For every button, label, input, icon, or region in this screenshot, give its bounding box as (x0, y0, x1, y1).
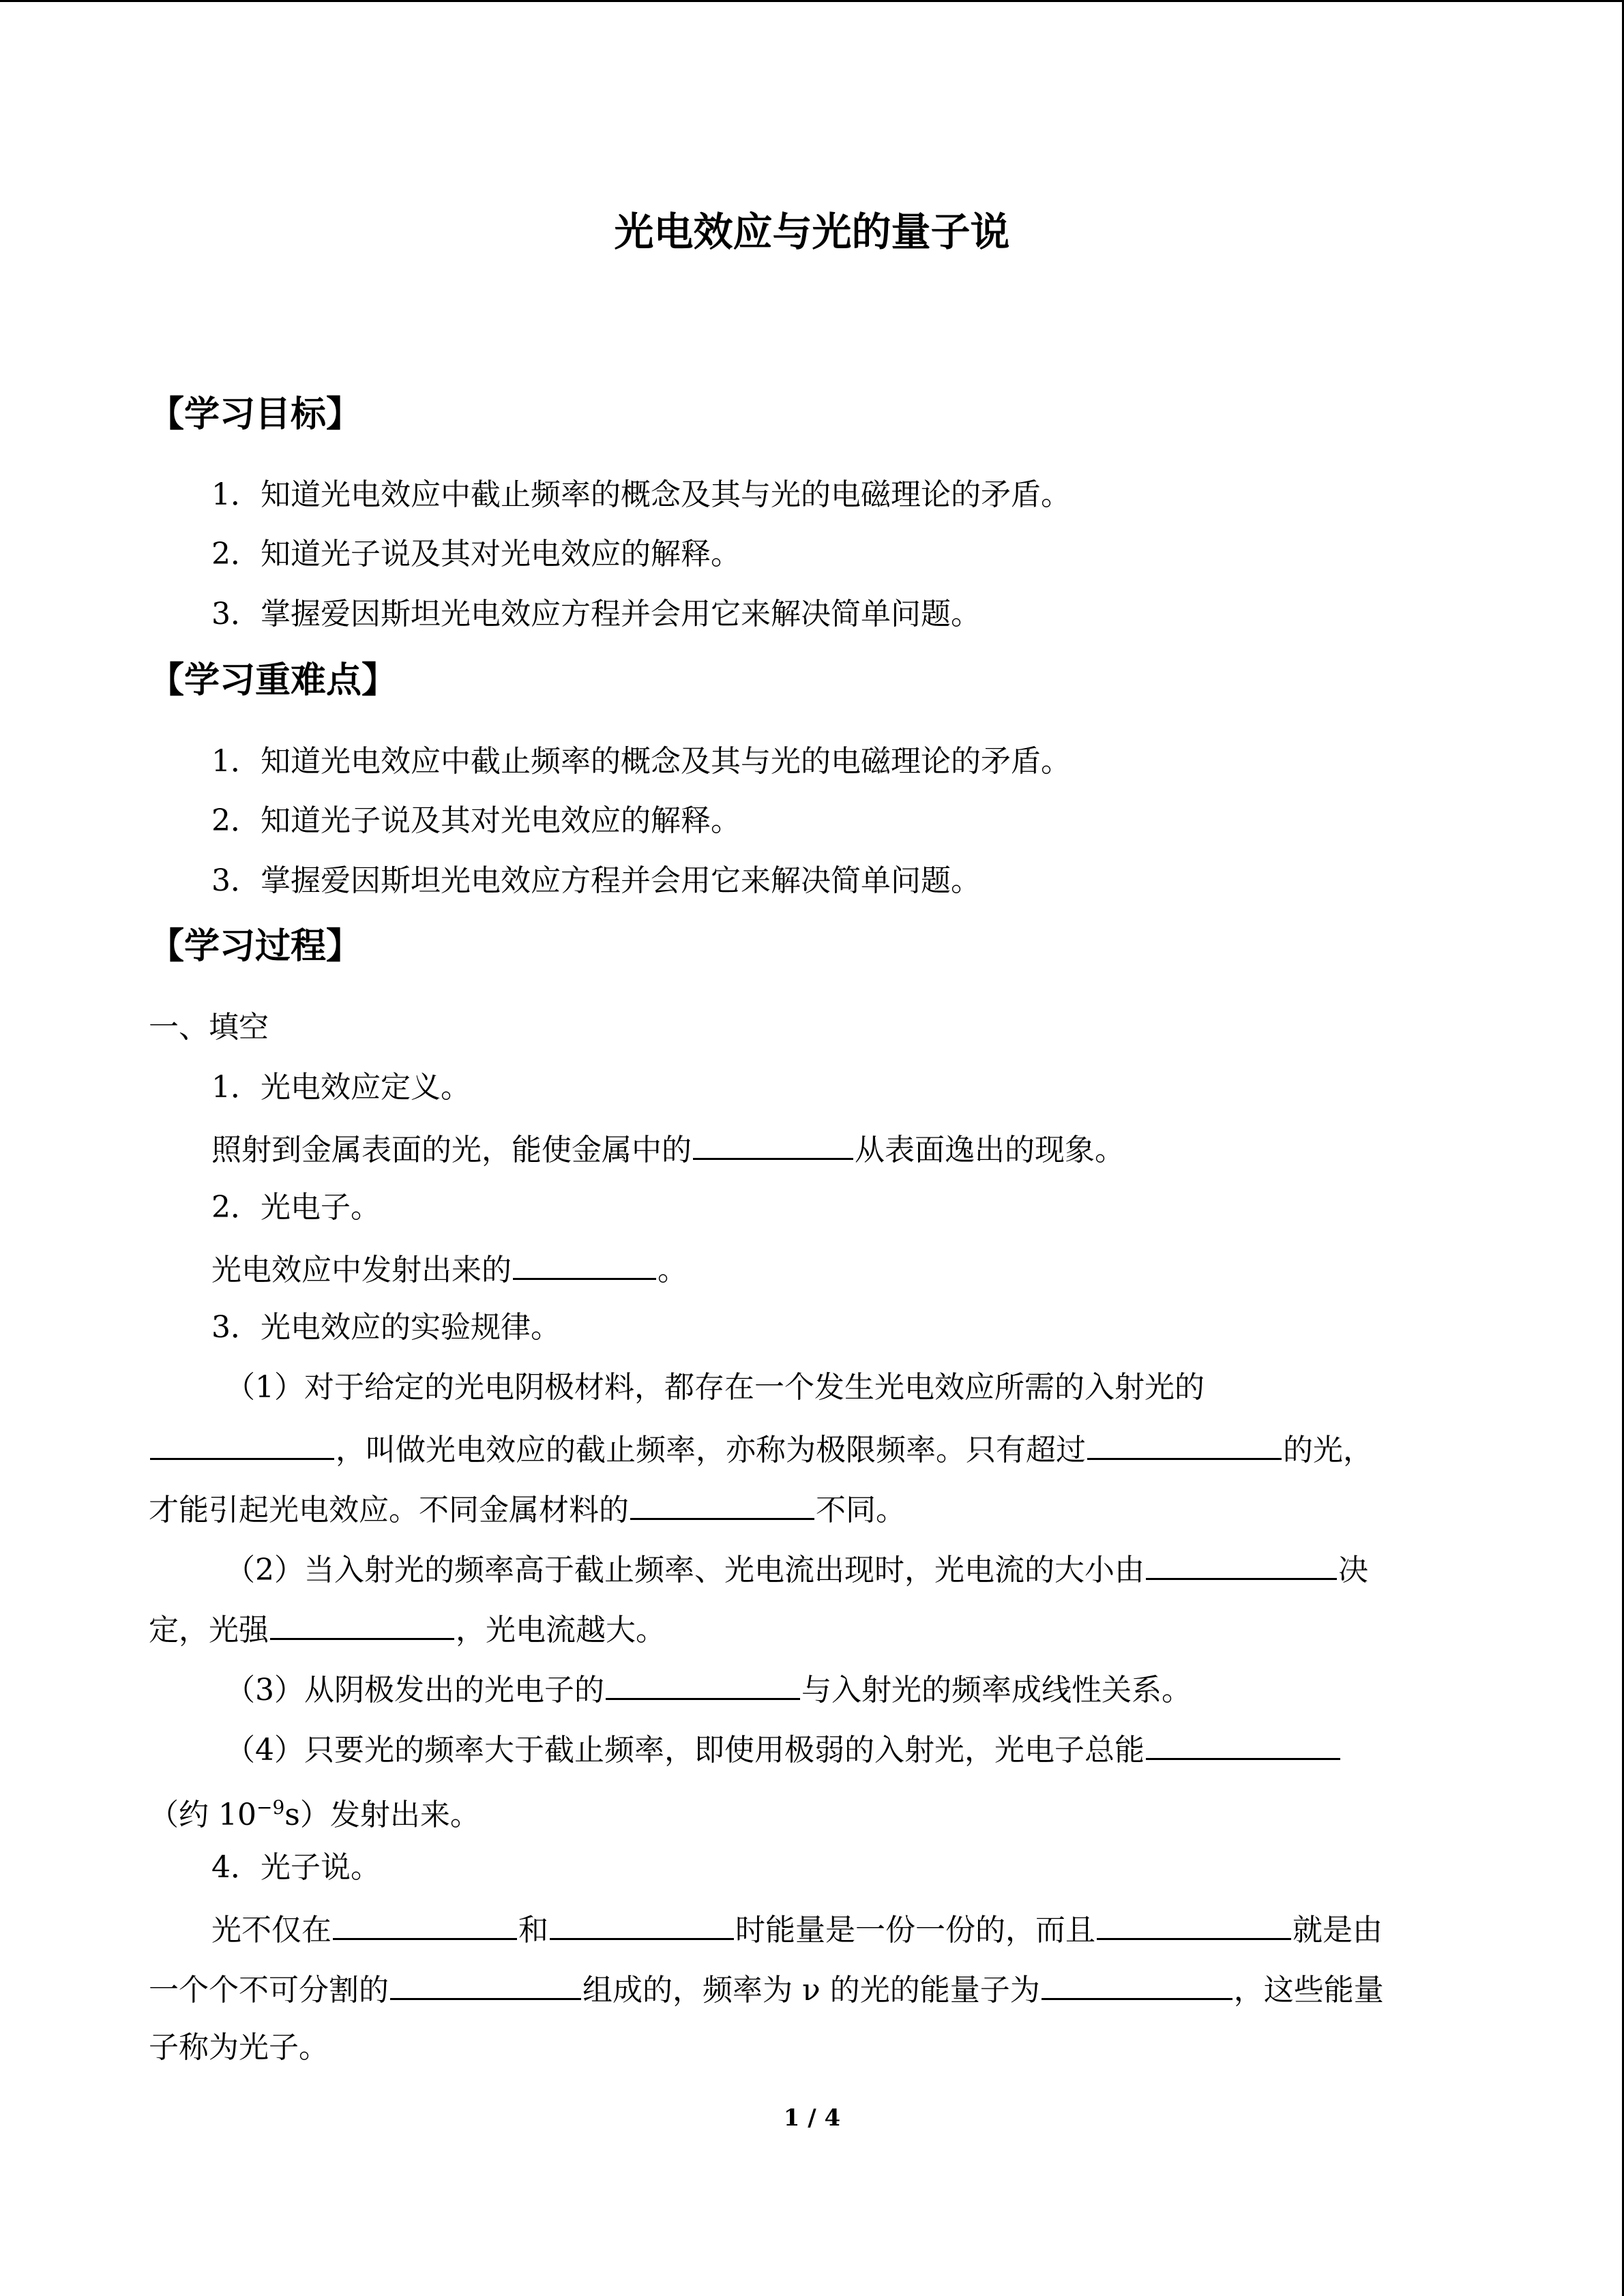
fill-blank[interactable] (1097, 1907, 1291, 1940)
question-4-text-b: 和 (518, 1913, 548, 1948)
question-3-2-line-1 (225, 1547, 1562, 1592)
process-heading: 【学习过程】 (149, 926, 362, 967)
question-3-2-text-b: 决 (1338, 1553, 1368, 1587)
fill-blank[interactable] (606, 1667, 800, 1700)
question-4-text-g: ，这些能量 (1233, 1973, 1384, 2008)
objective-item-1: 1．知道光电效应中截止频率的概念及其与光的电磁理论的矛盾。 (211, 477, 1071, 512)
objectives-heading: 【学习目标】 (149, 394, 362, 435)
question-3-4-text-a: （4）只要光的频率大于截止频率，即使用极弱的入射光，光电子总能 (225, 1733, 1145, 1768)
objective-item-2: 2．知道光子说及其对光电效应的解释。 (211, 537, 741, 571)
question-3-4-line-1 (225, 1727, 1562, 1772)
fill-blank[interactable] (513, 1247, 656, 1280)
fill-blank[interactable] (1042, 1967, 1232, 2000)
page-title: 光电效应与光的量子说 (614, 209, 1010, 255)
page-number: 1 / 4 (783, 2104, 841, 2132)
question-1-title: 1．光电效应定义。 (211, 1070, 471, 1105)
question-1-text-a: 照射到金属表面的光，能使金属中的 (211, 1133, 692, 1167)
question-3-1-line-1: （1）对于给定的光电阴极材料，都存在一个发生光电效应所需的入射光的 (225, 1370, 1205, 1405)
question-3-4-text-b: （约 10 (149, 1798, 256, 1832)
question-3-4-text-c: s）发射出来。 (284, 1798, 480, 1832)
key-points-heading: 【学习重难点】 (149, 660, 398, 701)
question-3-2-text-d: ，光电流越大。 (456, 1613, 666, 1648)
question-2-text-b: 。 (658, 1253, 688, 1287)
question-1-text-b: 从表面逸出的现象。 (855, 1133, 1125, 1167)
fill-blank[interactable] (693, 1127, 853, 1160)
fill-blank[interactable] (150, 1427, 334, 1460)
objective-item-3: 3．掌握爱因斯坦光电效应方程并会用它来解决简单问题。 (211, 597, 981, 631)
question-3-3-text-a: （3）从阴极发出的光电子的 (225, 1673, 604, 1708)
question-4-text-a: 光不仅在 (211, 1913, 331, 1948)
question-3-4-line-2 (149, 1787, 1486, 1836)
question-1-text (211, 1127, 1548, 1172)
question-4-title: 4．光子说。 (211, 1850, 381, 1885)
question-3-1-text-b: ，叫做光电效应的截止频率，亦称为极限频率。只有超过 (336, 1433, 1086, 1467)
question-4-text-e: 一个个不可分割的 (149, 1973, 389, 2008)
question-4-line-3: 子称为光子。 (149, 2030, 329, 2065)
fill-blank[interactable] (1146, 1547, 1337, 1580)
fill-blank[interactable] (333, 1907, 517, 1940)
question-3-3-line (225, 1667, 1562, 1712)
question-2-text (211, 1247, 1548, 1292)
question-3-2-text-c: 定，光强 (149, 1613, 269, 1648)
question-2-title: 2．光电子。 (211, 1190, 381, 1225)
question-4-text-f: 组成的，频率为 ν 的光的能量子为 (582, 1973, 1040, 2008)
question-3-1-line-3 (149, 1487, 1486, 1532)
fill-blank[interactable] (630, 1487, 814, 1520)
fill-blank[interactable] (550, 1907, 734, 1940)
question-4-text-d: 就是由 (1293, 1913, 1383, 1948)
key-point-item-2: 2．知道光子说及其对光电效应的解释。 (211, 803, 741, 838)
key-point-item-1: 1．知道光电效应中截止频率的概念及其与光的电磁理论的矛盾。 (211, 744, 1071, 779)
question-3-1-line-2 (149, 1427, 1486, 1472)
question-3-1-text-e: 不同。 (816, 1493, 906, 1527)
question-3-2-text-a: （2）当入射光的频率高于截止频率、光电流出现时，光电流的大小由 (225, 1553, 1145, 1587)
question-3-1-text-c: 的光， (1283, 1433, 1373, 1467)
question-3-3-text-b: 与入射光的频率成线性关系。 (801, 1673, 1192, 1708)
question-2-text-a: 光电效应中发射出来的 (211, 1253, 512, 1287)
fill-blank[interactable] (1087, 1427, 1282, 1460)
question-4-line-1 (211, 1907, 1548, 1952)
exponent: −9 (256, 1796, 285, 1819)
question-4-text-c: 时能量是一份一份的，而且 (735, 1913, 1095, 1948)
question-3-title: 3．光电效应的实验规律。 (211, 1310, 561, 1345)
question-4-line-2 (149, 1967, 1486, 2012)
question-3-1-text-d: 才能引起光电效应。不同金属材料的 (149, 1493, 629, 1527)
part-one-label: 一、填空 (149, 1010, 269, 1045)
fill-blank[interactable] (270, 1607, 454, 1640)
fill-blank[interactable] (1146, 1727, 1340, 1760)
question-3-2-line-2 (149, 1607, 1486, 1652)
fill-blank[interactable] (390, 1967, 581, 2000)
key-point-item-3: 3．掌握爱因斯坦光电效应方程并会用它来解决简单问题。 (211, 863, 981, 898)
